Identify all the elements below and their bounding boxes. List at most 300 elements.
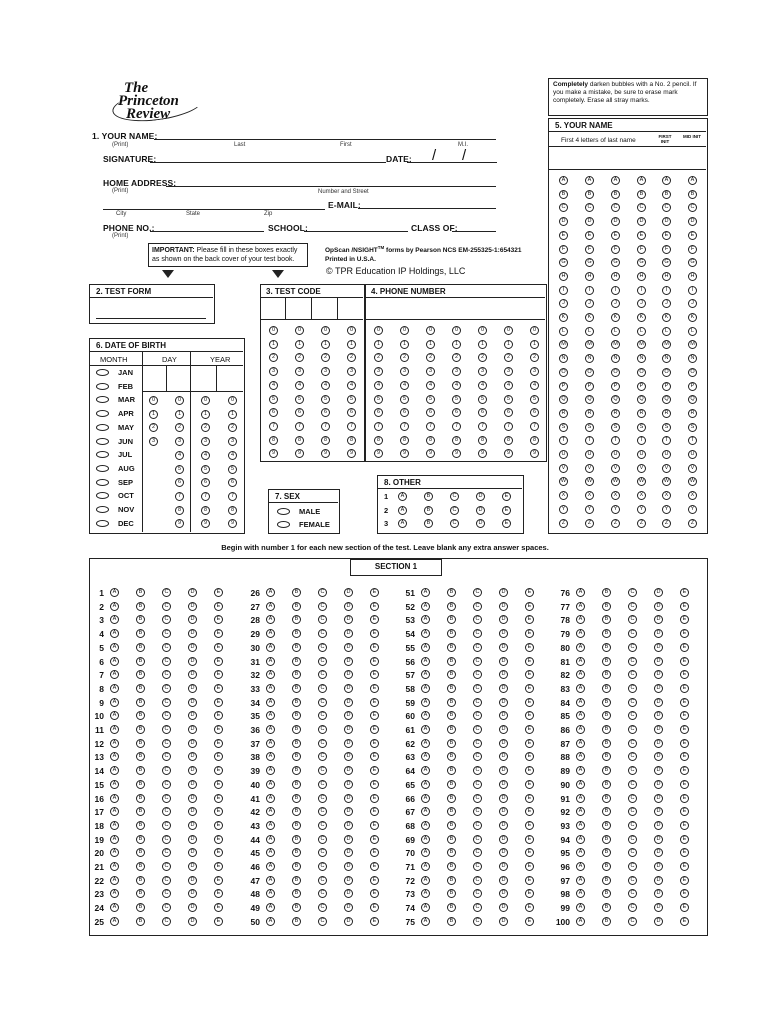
year-tens-bubble[interactable]: 6 [201,478,210,487]
name-letter-bubble[interactable]: P [611,382,620,391]
answer-bubble[interactable]: C [318,903,327,912]
signature-line[interactable] [150,162,386,163]
answer-bubble[interactable]: D [499,889,508,898]
name-letter-bubble[interactable]: F [611,245,620,254]
answer-bubble[interactable]: A [421,670,430,679]
answer-bubble[interactable]: A [576,588,585,597]
answer-bubble[interactable]: C [473,670,482,679]
phone-digit-bubble[interactable]: 3 [530,367,539,376]
answer-bubble[interactable]: D [499,752,508,761]
day-ones-bubble[interactable]: 8 [175,506,184,515]
phone-digit-bubble[interactable]: 0 [452,326,461,335]
answer-bubble[interactable]: B [602,684,611,693]
answer-bubble[interactable]: D [654,876,663,885]
answer-bubble[interactable]: C [628,615,637,624]
year-ones-bubble[interactable]: 4 [228,451,237,460]
name-letter-bubble[interactable]: Z [611,519,620,528]
answer-bubble[interactable]: D [654,766,663,775]
answer-bubble[interactable]: A [266,698,275,707]
answer-bubble[interactable]: B [292,821,301,830]
answer-bubble[interactable]: B [602,780,611,789]
answer-bubble[interactable]: C [628,629,637,638]
answer-bubble[interactable]: B [602,794,611,803]
answer-bubble[interactable]: E [525,889,534,898]
answer-bubble[interactable]: E [370,602,379,611]
answer-bubble[interactable]: E [680,917,689,926]
phone-digit-bubble[interactable]: 0 [530,326,539,335]
name-letter-bubble[interactable]: O [559,368,568,377]
month-bubble[interactable] [96,438,109,445]
name-letter-bubble[interactable]: N [688,354,697,363]
answer-bubble[interactable]: B [602,889,611,898]
answer-bubble[interactable]: B [292,807,301,816]
answer-bubble[interactable]: D [344,602,353,611]
answer-bubble[interactable]: B [136,643,145,652]
answer-bubble[interactable]: E [370,643,379,652]
answer-bubble[interactable]: C [162,862,171,871]
answer-bubble[interactable]: E [680,615,689,624]
answer-bubble[interactable]: B [292,889,301,898]
year-tens-bubble[interactable]: 1 [201,410,210,419]
name-letter-bubble[interactable]: P [559,382,568,391]
answer-bubble[interactable]: E [370,807,379,816]
answer-bubble[interactable]: C [473,862,482,871]
answer-bubble[interactable]: E [370,615,379,624]
answer-bubble[interactable]: D [499,725,508,734]
answer-bubble[interactable]: E [370,917,379,926]
day-ones-bubble[interactable]: 0 [175,396,184,405]
answer-bubble[interactable]: E [525,615,534,624]
test-code-bubble[interactable]: 5 [295,395,304,404]
year-ones-bubble[interactable]: 3 [228,437,237,446]
answer-bubble[interactable]: C [318,643,327,652]
answer-bubble[interactable]: C [628,807,637,816]
name-letter-bubble[interactable]: L [637,327,646,336]
answer-bubble[interactable]: E [214,821,223,830]
year-ones-bubble[interactable]: 0 [228,396,237,405]
phone-digit-bubble[interactable]: 2 [400,353,409,362]
name-letter-bubble[interactable]: U [585,450,594,459]
answer-bubble[interactable]: D [344,862,353,871]
phone-digit-bubble[interactable]: 4 [400,381,409,390]
answer-bubble[interactable]: A [110,643,119,652]
answer-bubble[interactable]: D [654,794,663,803]
answer-bubble[interactable]: B [447,889,456,898]
name-letter-bubble[interactable]: U [611,450,620,459]
answer-bubble[interactable]: E [680,752,689,761]
phone-digit-bubble[interactable]: 5 [478,395,487,404]
answer-bubble[interactable]: B [447,917,456,926]
answer-bubble[interactable]: D [188,670,197,679]
name-letter-bubble[interactable]: Y [559,505,568,514]
name-letter-bubble[interactable]: U [688,450,697,459]
answer-bubble[interactable]: E [680,588,689,597]
answer-bubble[interactable]: D [188,684,197,693]
answer-bubble[interactable]: B [447,684,456,693]
answer-bubble[interactable]: A [266,821,275,830]
name-letter-bubble[interactable]: I [585,286,594,295]
answer-bubble[interactable]: D [188,889,197,898]
answer-bubble[interactable]: E [214,684,223,693]
name-letter-bubble[interactable]: K [585,313,594,322]
phone-digit-bubble[interactable]: 5 [530,395,539,404]
name-letter-bubble[interactable]: M [688,340,697,349]
name-letter-bubble[interactable]: S [637,423,646,432]
answer-bubble[interactable]: A [266,889,275,898]
year-ones-bubble[interactable]: 6 [228,478,237,487]
answer-bubble[interactable]: D [499,876,508,885]
test-code-bubble[interactable]: 3 [347,367,356,376]
phone-digit-bubble[interactable]: 1 [400,340,409,349]
address-line[interactable] [166,186,496,187]
phone-digit-bubble[interactable]: 9 [426,449,435,458]
answer-bubble[interactable]: B [136,752,145,761]
name-letter-bubble[interactable]: Z [559,519,568,528]
phone-digit-bubble[interactable]: 7 [426,422,435,431]
name-letter-bubble[interactable]: Y [662,505,671,514]
answer-bubble[interactable]: C [628,794,637,803]
answer-bubble[interactable]: A [576,807,585,816]
answer-bubble[interactable]: A [576,670,585,679]
answer-bubble[interactable]: A [576,752,585,761]
answer-bubble[interactable]: C [473,725,482,734]
name-letter-bubble[interactable]: C [611,203,620,212]
test-code-bubble[interactable]: 3 [295,367,304,376]
answer-bubble[interactable]: E [525,684,534,693]
answer-bubble[interactable]: E [525,725,534,734]
other-choice-bubble[interactable]: D [476,519,485,528]
test-code-bubble[interactable]: 9 [269,449,278,458]
answer-bubble[interactable]: C [162,876,171,885]
answer-bubble[interactable]: D [654,835,663,844]
answer-bubble[interactable]: B [447,670,456,679]
answer-bubble[interactable]: C [318,889,327,898]
name-line[interactable] [154,139,496,140]
name-letter-bubble[interactable]: F [559,245,568,254]
answer-bubble[interactable]: A [421,876,430,885]
phone-digit-bubble[interactable]: 8 [478,436,487,445]
name-letter-bubble[interactable]: A [611,176,620,185]
answer-bubble[interactable]: D [654,588,663,597]
answer-bubble[interactable]: D [654,848,663,857]
answer-bubble[interactable]: C [628,698,637,707]
answer-bubble[interactable]: C [162,903,171,912]
name-letter-bubble[interactable]: A [662,176,671,185]
answer-bubble[interactable]: B [602,876,611,885]
phone-digit-bubble[interactable]: 5 [426,395,435,404]
name-letter-bubble[interactable]: G [611,258,620,267]
answer-bubble[interactable]: B [447,615,456,624]
answer-bubble[interactable]: C [318,876,327,885]
answer-bubble[interactable]: E [680,794,689,803]
answer-bubble[interactable]: D [188,739,197,748]
answer-bubble[interactable]: A [576,862,585,871]
answer-bubble[interactable]: D [344,752,353,761]
phone-digit-bubble[interactable]: 9 [374,449,383,458]
answer-bubble[interactable]: A [110,629,119,638]
name-letter-bubble[interactable]: M [611,340,620,349]
test-code-bubble[interactable]: 6 [321,408,330,417]
answer-bubble[interactable]: D [188,657,197,666]
name-letter-bubble[interactable]: C [559,203,568,212]
answer-bubble[interactable]: A [110,752,119,761]
phone-digit-bubble[interactable]: 2 [478,353,487,362]
name-letter-bubble[interactable]: L [559,327,568,336]
name-letter-bubble[interactable]: W [663,478,670,485]
name-letter-bubble[interactable]: S [611,423,620,432]
year-tens-bubble[interactable]: 2 [201,423,210,432]
answer-bubble[interactable]: A [421,698,430,707]
answer-bubble[interactable]: B [447,903,456,912]
phone-digit-bubble[interactable]: 1 [478,340,487,349]
answer-bubble[interactable]: D [188,602,197,611]
name-letter-bubble[interactable]: S [662,423,671,432]
name-letter-bubble[interactable]: O [637,368,646,377]
answer-bubble[interactable]: B [292,615,301,624]
answer-bubble[interactable]: C [318,780,327,789]
test-code-bubble[interactable]: 2 [321,353,330,362]
answer-bubble[interactable]: E [370,903,379,912]
test-code-bubble[interactable]: 3 [321,367,330,376]
answer-bubble[interactable]: C [473,848,482,857]
answer-bubble[interactable]: A [421,711,430,720]
answer-bubble[interactable]: C [473,657,482,666]
name-letter-bubble[interactable]: Y [611,505,620,514]
answer-bubble[interactable]: D [654,889,663,898]
month-bubble[interactable] [96,520,109,527]
day-ones-bubble[interactable]: 1 [175,410,184,419]
name-letter-bubble[interactable]: U [637,450,646,459]
name-letter-bubble[interactable]: E [559,231,568,240]
other-choice-bubble[interactable]: B [424,492,433,501]
name-letter-bubble[interactable]: E [637,231,646,240]
other-choice-bubble[interactable]: C [450,519,459,528]
answer-bubble[interactable]: C [318,711,327,720]
answer-bubble[interactable]: D [188,698,197,707]
name-letter-bubble[interactable]: C [662,203,671,212]
name-letter-bubble[interactable]: H [585,272,594,281]
answer-bubble[interactable]: E [525,739,534,748]
answer-bubble[interactable]: D [344,698,353,707]
answer-bubble[interactable]: B [292,794,301,803]
answer-bubble[interactable]: C [628,684,637,693]
answer-bubble[interactable]: D [344,739,353,748]
answer-bubble[interactable]: E [214,903,223,912]
month-bubble[interactable] [96,465,109,472]
name-letter-bubble[interactable]: L [611,327,620,336]
answer-bubble[interactable]: D [654,739,663,748]
answer-bubble[interactable]: B [447,780,456,789]
answer-bubble[interactable]: A [266,588,275,597]
phone-digit-bubble[interactable]: 2 [452,353,461,362]
answer-bubble[interactable]: B [136,780,145,789]
name-letter-bubble[interactable]: K [662,313,671,322]
answer-bubble[interactable]: E [680,876,689,885]
answer-bubble[interactable]: E [370,889,379,898]
name-letter-bubble[interactable]: O [585,368,594,377]
answer-bubble[interactable]: A [110,903,119,912]
test-code-bubble[interactable]: 7 [347,422,356,431]
answer-bubble[interactable]: B [136,766,145,775]
phone-digit-bubble[interactable]: 4 [452,381,461,390]
answer-bubble[interactable]: E [370,739,379,748]
year-tens-bubble[interactable]: 3 [201,437,210,446]
answer-bubble[interactable]: C [318,684,327,693]
answer-bubble[interactable]: A [266,766,275,775]
answer-bubble[interactable]: B [292,876,301,885]
name-letter-bubble[interactable]: R [688,409,697,418]
phone-digit-bubble[interactable]: 3 [426,367,435,376]
name-letter-bubble[interactable]: G [585,258,594,267]
answer-bubble[interactable]: C [318,862,327,871]
answer-bubble[interactable]: E [214,670,223,679]
answer-bubble[interactable]: B [292,643,301,652]
answer-bubble[interactable]: D [188,876,197,885]
answer-bubble[interactable]: B [292,670,301,679]
name-letter-bubble[interactable]: E [611,231,620,240]
answer-bubble[interactable]: C [628,766,637,775]
answer-bubble[interactable]: E [214,588,223,597]
answer-bubble[interactable]: E [214,698,223,707]
answer-bubble[interactable]: E [680,889,689,898]
answer-bubble[interactable]: A [110,657,119,666]
name-letter-bubble[interactable]: N [637,354,646,363]
answer-bubble[interactable]: D [499,657,508,666]
answer-bubble[interactable]: E [370,752,379,761]
answer-bubble[interactable]: A [421,684,430,693]
test-code-bubble[interactable]: 0 [347,326,356,335]
answer-bubble[interactable]: B [447,725,456,734]
answer-bubble[interactable]: C [162,657,171,666]
answer-bubble[interactable]: D [188,848,197,857]
answer-bubble[interactable]: D [344,643,353,652]
name-letter-bubble[interactable]: R [637,409,646,418]
phone-digit-bubble[interactable]: 3 [374,367,383,376]
month-bubble[interactable] [96,479,109,486]
answer-bubble[interactable]: A [576,602,585,611]
answer-bubble[interactable]: D [499,835,508,844]
phone-digit-bubble[interactable]: 1 [374,340,383,349]
other-choice-bubble[interactable]: C [450,506,459,515]
answer-bubble[interactable]: D [499,862,508,871]
answer-bubble[interactable]: D [654,780,663,789]
test-form-line[interactable] [96,318,206,319]
answer-bubble[interactable]: D [499,821,508,830]
answer-bubble[interactable]: A [110,862,119,871]
name-letter-bubble[interactable]: I [662,286,671,295]
answer-bubble[interactable]: A [576,889,585,898]
answer-bubble[interactable]: E [525,711,534,720]
phone-digit-bubble[interactable]: 6 [530,408,539,417]
test-code-bubble[interactable]: 9 [347,449,356,458]
answer-bubble[interactable]: E [214,752,223,761]
answer-bubble[interactable]: A [110,780,119,789]
answer-bubble[interactable]: B [292,629,301,638]
name-letter-bubble[interactable]: V [585,464,594,473]
answer-bubble[interactable]: D [188,807,197,816]
name-letter-bubble[interactable]: N [559,354,568,363]
name-letter-bubble[interactable]: I [688,286,697,295]
phone-digit-bubble[interactable]: 5 [452,395,461,404]
answer-bubble[interactable]: E [214,657,223,666]
name-letter-bubble[interactable]: A [637,176,646,185]
name-letter-bubble[interactable]: V [611,464,620,473]
answer-bubble[interactable]: C [162,807,171,816]
answer-bubble[interactable]: D [344,780,353,789]
name-letter-bubble[interactable]: N [611,354,620,363]
name-letter-bubble[interactable]: E [662,231,671,240]
answer-bubble[interactable]: E [525,602,534,611]
name-letter-bubble[interactable]: K [637,313,646,322]
answer-bubble[interactable]: E [214,889,223,898]
answer-bubble[interactable]: D [499,629,508,638]
answer-bubble[interactable]: A [576,657,585,666]
month-bubble[interactable] [96,369,109,376]
name-letter-bubble[interactable]: U [662,450,671,459]
answer-bubble[interactable]: C [162,752,171,761]
answer-bubble[interactable]: A [421,807,430,816]
answer-bubble[interactable]: A [576,903,585,912]
answer-bubble[interactable]: B [292,903,301,912]
test-code-bubble[interactable]: 4 [347,381,356,390]
phone-digit-bubble[interactable]: 2 [530,353,539,362]
answer-bubble[interactable]: A [110,917,119,926]
answer-bubble[interactable]: C [628,711,637,720]
answer-bubble[interactable]: A [110,848,119,857]
phone-digit-bubble[interactable]: 0 [478,326,487,335]
answer-bubble[interactable]: C [162,615,171,624]
answer-bubble[interactable]: E [525,903,534,912]
answer-bubble[interactable]: B [136,821,145,830]
test-code-bubble[interactable]: 9 [295,449,304,458]
year-tens-bubble[interactable]: 9 [201,519,210,528]
name-letter-bubble[interactable]: A [688,176,697,185]
answer-bubble[interactable]: A [576,739,585,748]
answer-bubble[interactable]: C [318,752,327,761]
answer-bubble[interactable]: E [525,629,534,638]
day-ones-bubble[interactable]: 4 [175,451,184,460]
answer-bubble[interactable]: B [292,711,301,720]
answer-bubble[interactable]: A [576,848,585,857]
test-code-bubble[interactable]: 2 [295,353,304,362]
other-choice-bubble[interactable]: B [424,506,433,515]
answer-bubble[interactable]: C [162,889,171,898]
test-code-bubble[interactable]: 7 [321,422,330,431]
name-letter-bubble[interactable]: X [611,491,620,500]
answer-bubble[interactable]: A [110,711,119,720]
answer-bubble[interactable]: E [214,766,223,775]
name-letter-bubble[interactable]: O [611,368,620,377]
answer-bubble[interactable]: A [110,739,119,748]
answer-bubble[interactable]: C [318,615,327,624]
answer-bubble[interactable]: B [447,739,456,748]
answer-bubble[interactable]: D [499,588,508,597]
answer-bubble[interactable]: C [473,876,482,885]
answer-bubble[interactable]: C [473,615,482,624]
answer-bubble[interactable]: D [654,711,663,720]
answer-bubble[interactable]: C [318,629,327,638]
name-letter-bubble[interactable]: J [637,299,646,308]
answer-bubble[interactable]: B [292,862,301,871]
year-tens-bubble[interactable]: 8 [201,506,210,515]
answer-bubble[interactable]: D [654,643,663,652]
name-letter-bubble[interactable]: W [689,478,696,485]
answer-bubble[interactable]: D [499,698,508,707]
name-letter-bubble[interactable]: Y [637,505,646,514]
day-ones-bubble[interactable]: 9 [175,519,184,528]
name-letter-bubble[interactable]: R [611,409,620,418]
answer-bubble[interactable]: D [344,588,353,597]
